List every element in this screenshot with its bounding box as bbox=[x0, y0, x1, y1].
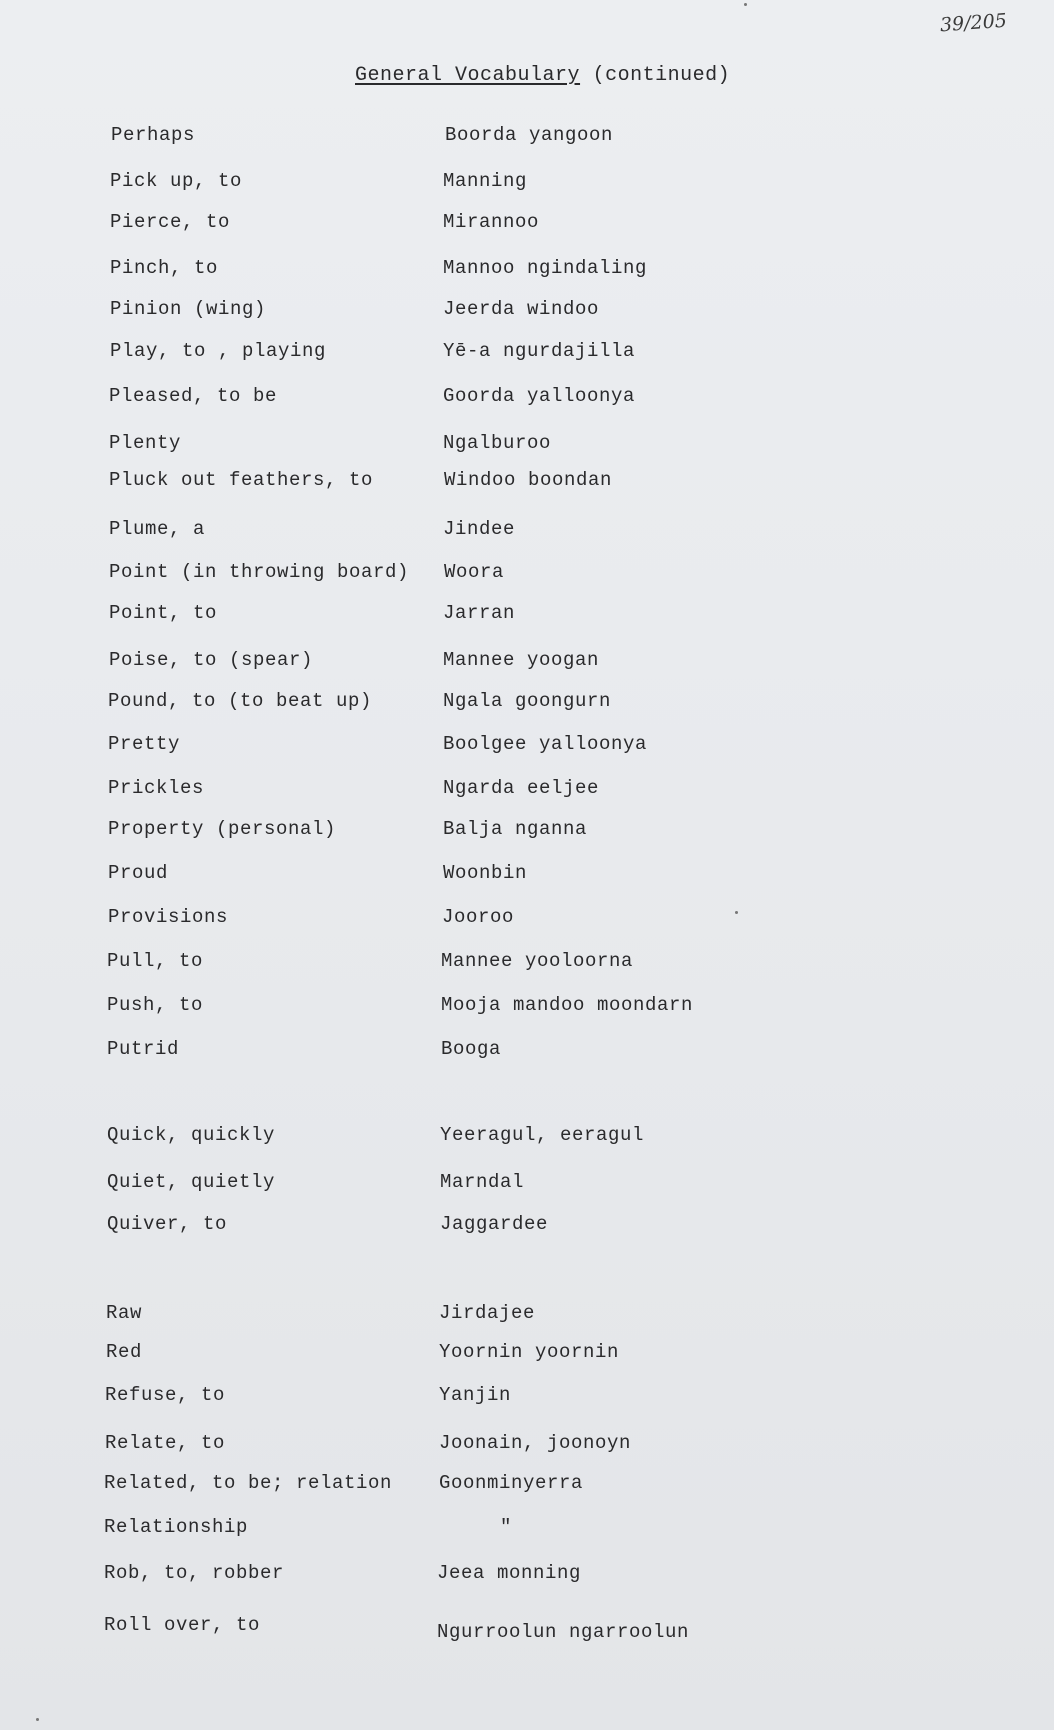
term: Pinion (wing) bbox=[110, 298, 267, 320]
gloss: Ngarda eeljee bbox=[443, 777, 600, 799]
gloss: Ngurroolun ngarroolun bbox=[437, 1621, 690, 1643]
gloss: Jaggardee bbox=[440, 1213, 549, 1235]
term: Pinch, to bbox=[110, 257, 219, 279]
gloss: Mirannoo bbox=[443, 211, 540, 233]
term: Perhaps bbox=[111, 124, 196, 146]
folio-number: 39/205 bbox=[939, 9, 1008, 37]
term: Push, to bbox=[107, 994, 204, 1016]
gloss: Goorda yalloonya bbox=[443, 385, 636, 407]
gloss: Jindee bbox=[443, 518, 516, 540]
gloss: Boolgee yalloonya bbox=[443, 733, 648, 755]
gloss: " bbox=[500, 1516, 513, 1538]
term: Related, to be; relation bbox=[104, 1472, 393, 1494]
gloss: Joonain, joonoyn bbox=[439, 1432, 632, 1454]
term: Quiver, to bbox=[107, 1213, 228, 1235]
gloss: Yeeragul, eeragul bbox=[440, 1124, 645, 1146]
paper-speck bbox=[744, 3, 747, 6]
term: Quick, quickly bbox=[107, 1124, 276, 1146]
gloss: Jooroo bbox=[442, 906, 515, 928]
term: Pluck out feathers, to bbox=[109, 469, 374, 491]
term: Rob, to, robber bbox=[104, 1562, 285, 1584]
term: Pick up, to bbox=[110, 170, 243, 192]
term: Raw bbox=[106, 1302, 143, 1324]
gloss: Mannee yoogan bbox=[443, 649, 600, 671]
gloss: Yanjin bbox=[439, 1384, 512, 1406]
gloss: Jeea monning bbox=[437, 1562, 582, 1584]
gloss: Booga bbox=[441, 1038, 502, 1060]
term: Putrid bbox=[107, 1038, 180, 1060]
term: Provisions bbox=[108, 906, 229, 928]
title-suffix: (continued) bbox=[592, 64, 731, 87]
gloss: Mannoo ngindaling bbox=[443, 257, 648, 279]
gloss: Jarran bbox=[443, 602, 516, 624]
gloss: Yoornin yoornin bbox=[439, 1341, 620, 1363]
gloss: Woonbin bbox=[443, 862, 528, 884]
term: Pleased, to be bbox=[109, 385, 278, 407]
term: Red bbox=[106, 1341, 143, 1363]
term: Plenty bbox=[109, 432, 182, 454]
gloss: Woora bbox=[444, 561, 505, 583]
paper-speck bbox=[36, 1718, 39, 1721]
gloss: Boorda yangoon bbox=[445, 124, 614, 146]
term: Property (personal) bbox=[108, 818, 337, 840]
title-main: General Vocabulary bbox=[355, 64, 581, 87]
term: Pound, to (to beat up) bbox=[108, 690, 373, 712]
gloss: Balja nganna bbox=[443, 818, 588, 840]
term: Point (in throwing board) bbox=[109, 561, 410, 583]
term: Point, to bbox=[109, 602, 218, 624]
gloss: Goonminyerra bbox=[439, 1472, 584, 1494]
page-title bbox=[355, 64, 730, 87]
term: Pierce, to bbox=[110, 211, 231, 233]
term: Refuse, to bbox=[105, 1384, 226, 1406]
gloss: Yē-a ngurdajilla bbox=[443, 340, 636, 362]
term: Roll over, to bbox=[104, 1614, 261, 1636]
term: Proud bbox=[108, 862, 169, 884]
gloss: Mooja mandoo moondarn bbox=[441, 994, 694, 1016]
gloss: Ngalburoo bbox=[443, 432, 552, 454]
gloss: Ngala goongurn bbox=[443, 690, 612, 712]
term: Quiet, quietly bbox=[107, 1171, 276, 1193]
paper-speck bbox=[735, 911, 738, 914]
gloss: Windoo boondan bbox=[444, 469, 613, 491]
term: Relate, to bbox=[105, 1432, 226, 1454]
term: Pretty bbox=[108, 733, 181, 755]
gloss: Jirdajee bbox=[439, 1302, 536, 1324]
term: Relationship bbox=[104, 1516, 249, 1538]
gloss: Marndal bbox=[440, 1171, 525, 1193]
gloss: Mannee yooloorna bbox=[441, 950, 634, 972]
gloss: Manning bbox=[443, 170, 528, 192]
term: Play, to , playing bbox=[110, 340, 327, 362]
term: Pull, to bbox=[107, 950, 204, 972]
gloss: Jeerda windoo bbox=[443, 298, 600, 320]
term: Plume, a bbox=[109, 518, 206, 540]
term: Prickles bbox=[108, 777, 205, 799]
term: Poise, to (spear) bbox=[109, 649, 314, 671]
